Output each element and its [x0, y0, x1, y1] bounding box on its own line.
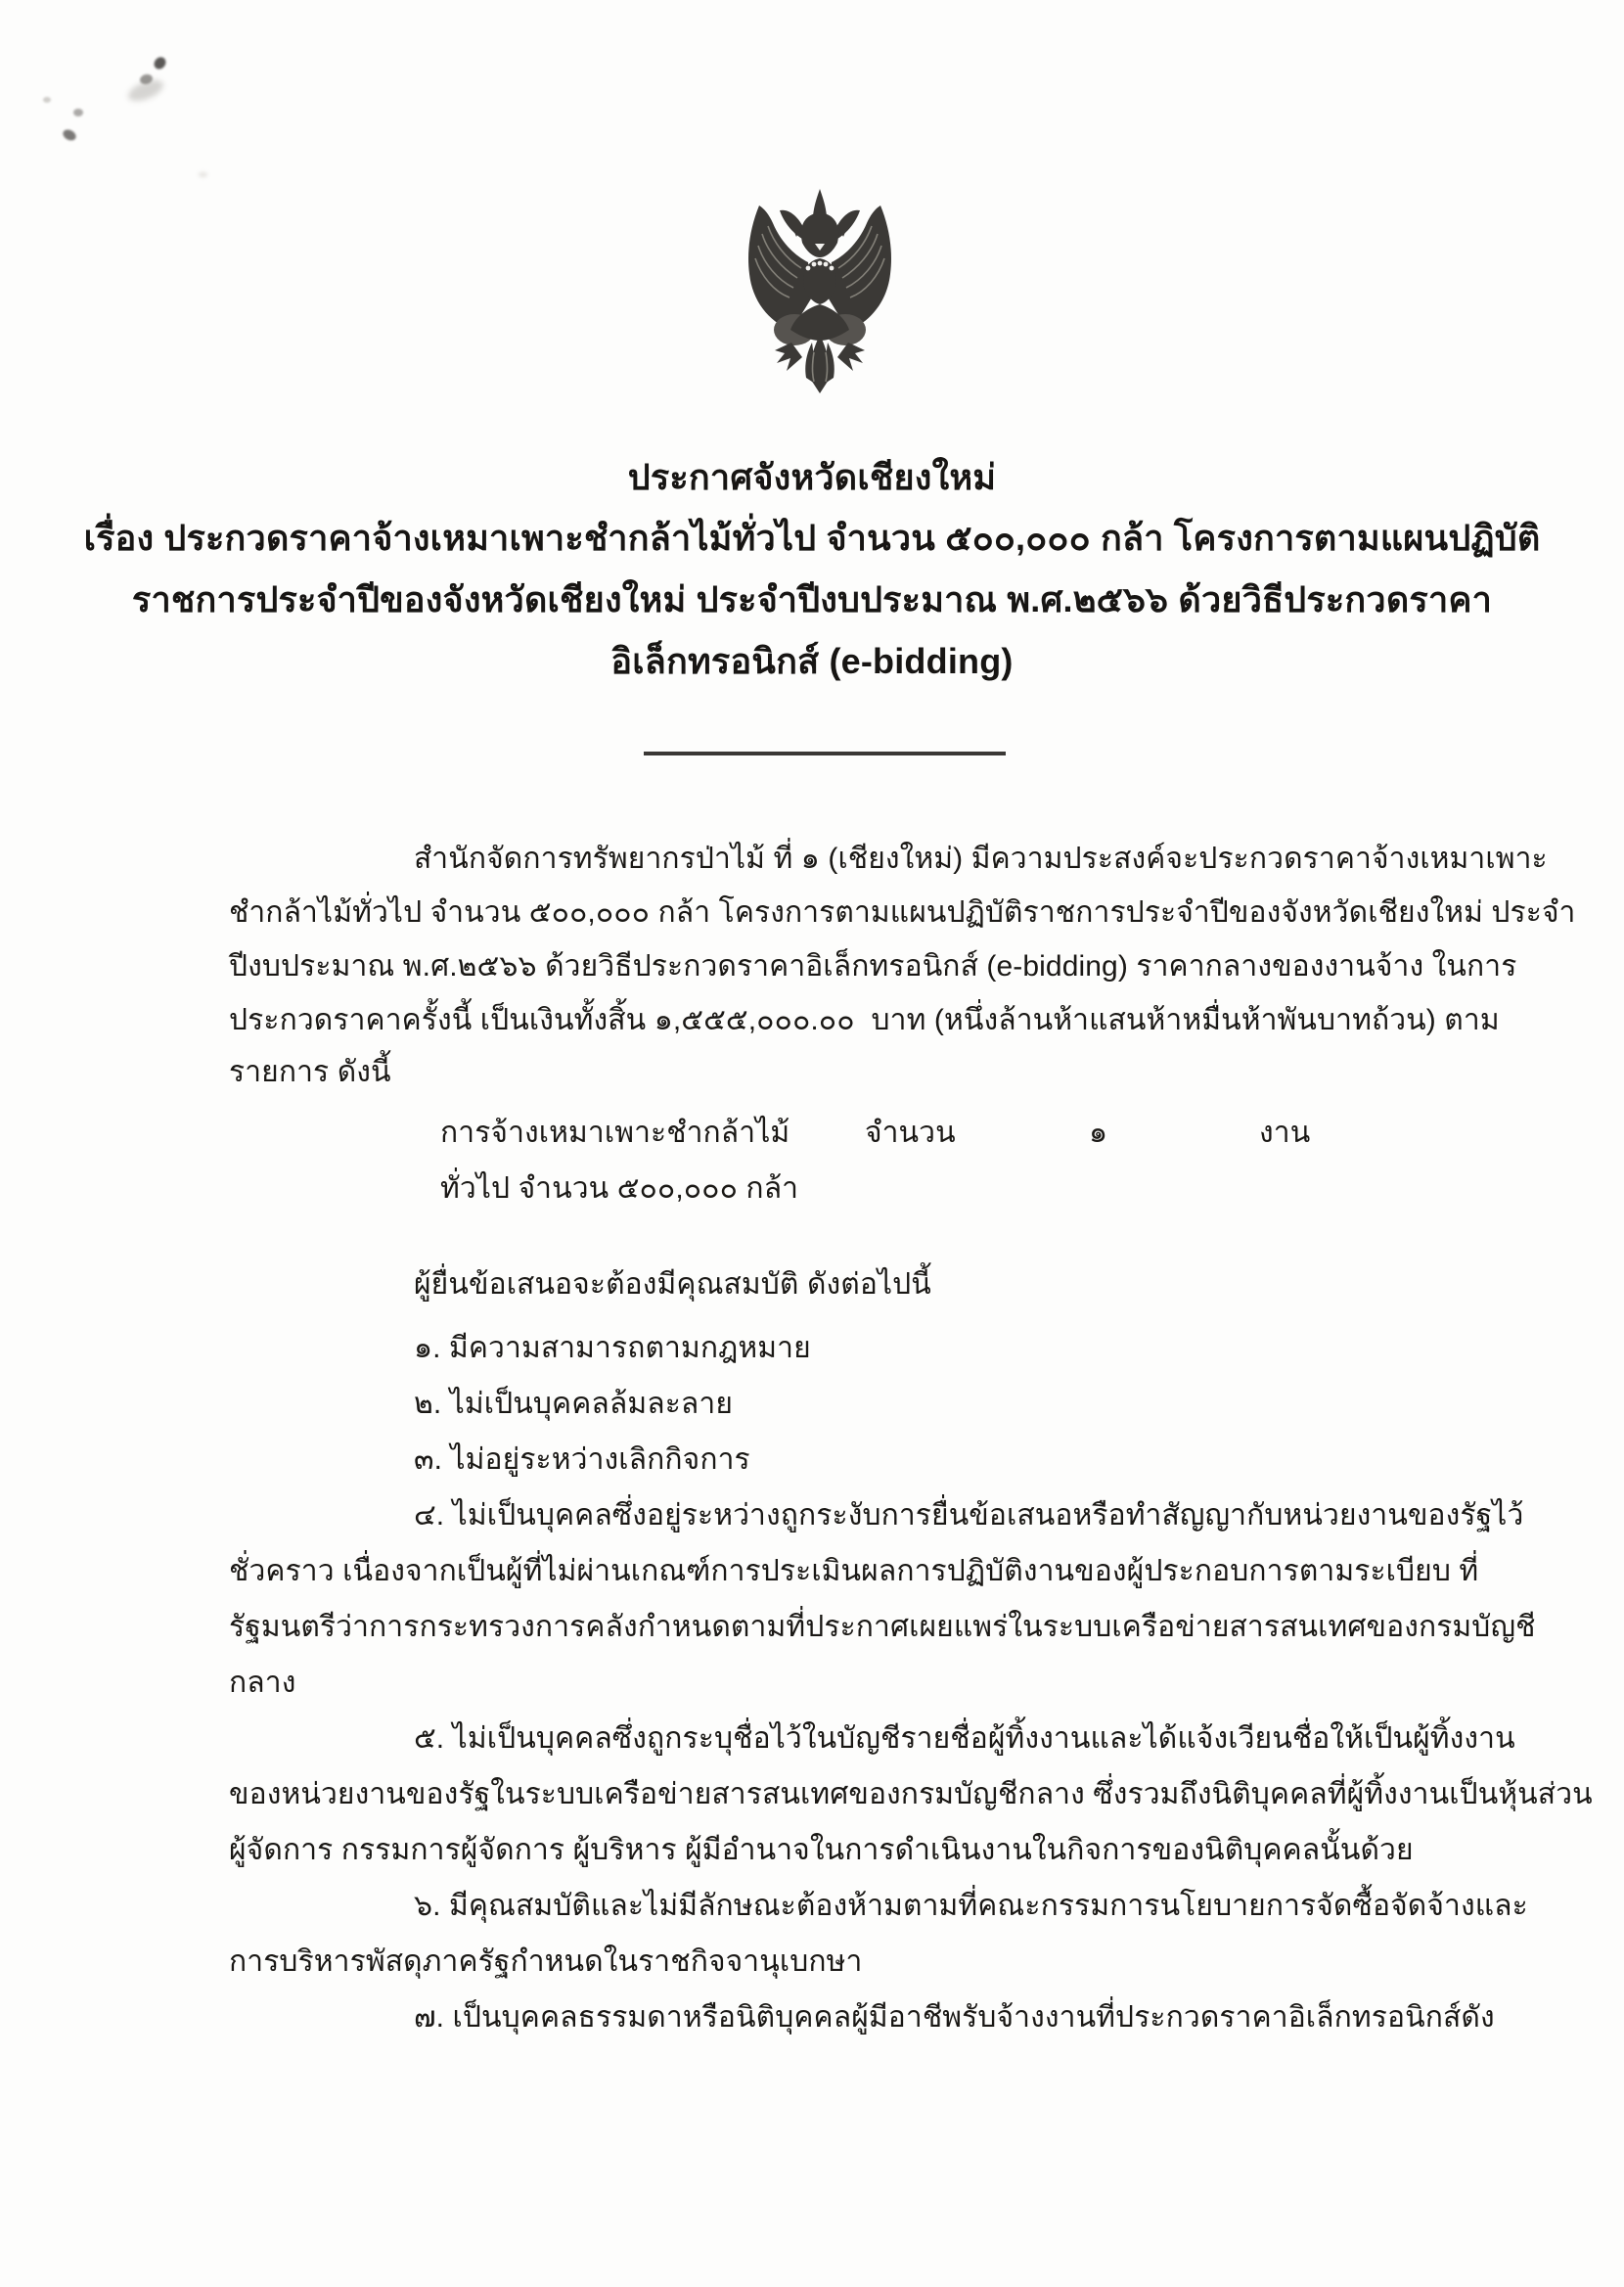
qualification-item-6: ๖. มีคุณสมบัติและไม่มีลักษณะต้องห้ามตามที่คณะกรรมการนโยบายการจัดซื้อจัดจ้างและ — [414, 1890, 1528, 1922]
qualification-item-2: ๒. ไม่เป็นบุคคลล้มละลาย — [414, 1388, 734, 1420]
qualification-item-3: ๓. ไม่อยู่ระหว่างเลิกกิจการ — [414, 1443, 750, 1476]
qualification-item-4: ๔. ไม่เป็นบุคคลซึ่งอยู่ระหว่างถูกระงับการยื่นข้อเสนอหรือทำสัญญากับหน่วยงานของรัฐไว้ — [414, 1499, 1524, 1532]
qualification-item-7: ๗. เป็นบุคคลธรรมดาหรือนิติบุคคลผู้มีอาชีพรับจ้างงานที่ประกวดราคาอิเล็กทรอนิกส์ดัง — [414, 2001, 1495, 2034]
scan-smudge — [73, 109, 83, 116]
page-title: ประกาศจังหวัดเชียงใหม่ — [627, 457, 997, 497]
intro-line-2: ชำกล้าไม้ทั่วไป จำนวน ๕๐๐,๐๐๐ กล้า โครงการตามแผนปฏิบัติราชการประจำปีของจังหวัดเชียงใหม่ ประจำ — [229, 896, 1576, 929]
scan-smudge — [152, 55, 168, 71]
qualification-item-5-cont-2: ผู้จัดการ กรรมการผู้จัดการ ผู้บริหาร ผู้มีอำนาจในการดำเนินงานในกิจการของนิติบุคคลนั้นด้วย — [229, 1834, 1414, 1866]
title-divider-rule — [644, 752, 1006, 755]
qualification-item-4-cont-1: ชั่วคราว เนื่องจากเป็นผู้ที่ไม่ผ่านเกณฑ์การประเมินผลการปฏิบัติงานของผู้ประกอบการตามระเบียบ ที่ — [229, 1555, 1479, 1587]
item-quantity-value: ๑ — [1089, 1117, 1108, 1149]
intro-line-1: สำนักจัดการทรัพยากรป่าไม้ ที่ ๑ (เชียงใหม่) มีความประสงค์จะประกวดราคาจ้างเหมาเพาะ — [414, 843, 1548, 875]
scan-smudge — [61, 127, 77, 142]
intro-line-3: ปีงบประมาณ พ.ศ.๒๕๖๖ ด้วยวิธีประกวดราคาอิเล็กทรอนิกส์ (e-bidding) ราคากลางของงานจ้าง ในการ — [229, 950, 1517, 983]
item-name-line-2: ทั่วไป จำนวน ๕๐๐,๐๐๐ กล้า — [440, 1172, 799, 1205]
item-unit: งาน — [1259, 1117, 1311, 1149]
garuda-emblem — [724, 186, 916, 407]
subject-line-1: เรื่อง ประกวดราคาจ้างเหมาเพาะชำกล้าไม้ทั่วไป จำนวน ๕๐๐,๐๐๐ กล้า โครงการตามแผนปฏิบัติ — [83, 518, 1541, 558]
item-name-line-1: การจ้างเหมาเพาะชำกล้าไม้ — [440, 1117, 790, 1149]
scan-smudge — [199, 172, 207, 177]
intro-line-5: รายการ ดังนี้ — [229, 1056, 391, 1088]
qualifications-header: ผู้ยื่นข้อเสนอจะต้องมีคุณสมบัติ ดังต่อไปนี้ — [414, 1268, 931, 1301]
qualification-item-4-cont-2: รัฐมนตรีว่าการกระทรวงการคลังกำหนดตามที่ประกาศเผยแพร่ในระบบเครือข่ายสารสนเทศของกรมบัญชี — [229, 1611, 1536, 1643]
qualification-item-5: ๕. ไม่เป็นบุคคลซึ่งถูกระบุชื่อไว้ในบัญชีรายชื่อผู้ทิ้งงานและได้แจ้งเวียนชื่อให้เป็นผู้ทิ้งงาน — [414, 1722, 1515, 1755]
subject-line-3: อิเล็กทรอนิกส์ (e-bidding) — [610, 641, 1014, 681]
item-quantity-label: จำนวน — [865, 1117, 956, 1149]
qualification-item-4-cont-3: กลาง — [229, 1667, 296, 1699]
qualification-item-1: ๑. มีความสามารถตามกฎหมาย — [414, 1332, 811, 1364]
qualification-item-6-cont-1: การบริหารพัสดุภาครัฐกำหนดในราชกิจจานุเบกษา — [229, 1945, 863, 1978]
qualification-item-5-cont-1: ของหน่วยงานของรัฐในระบบเครือข่ายสารสนเทศของกรมบัญชีกลาง ซึ่งรวมถึงนิติบุคคลที่ผู้ทิ้งงานเป็นหุ้นส่วน — [229, 1778, 1593, 1810]
scan-smudge — [43, 97, 51, 103]
intro-line-4: ประกวดราคาครั้งนี้ เป็นเงินทั้งสิ้น ๑,๕๕๕,๐๐๐.๐๐ บาท (หนึ่งล้านห้าแสนห้าหมื่นห้าพันบาทถ้วน) ตาม — [229, 1004, 1500, 1036]
subject-line-2: ราชการประจำปีของจังหวัดเชียงใหม่ ประจำปีงบประมาณ พ.ศ.๒๕๖๖ ด้วยวิธีประกวดราคา — [131, 579, 1493, 619]
